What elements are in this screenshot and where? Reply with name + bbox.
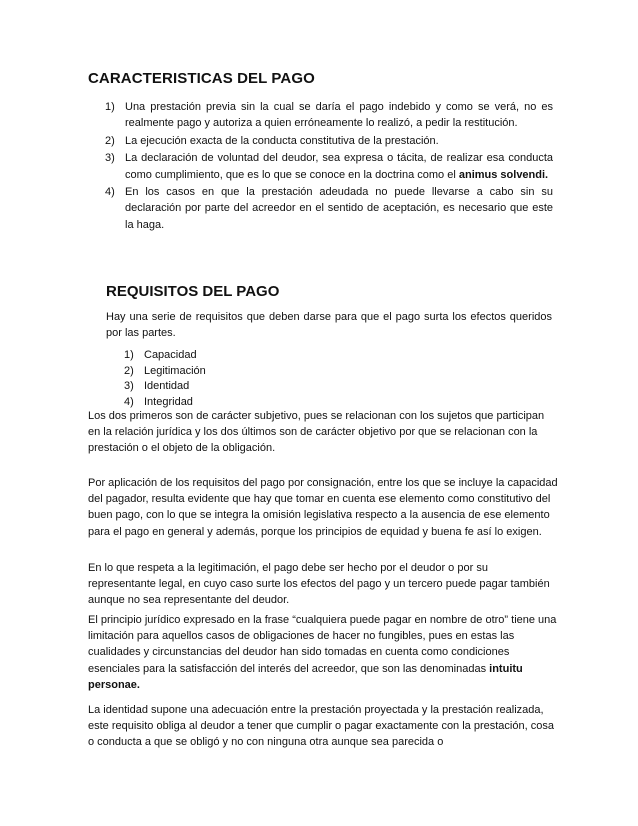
requisitos-list (106, 348, 206, 410)
section-heading-requisitos: REQUISITOS DEL PAGO (106, 283, 280, 300)
list-item (106, 364, 206, 380)
paragraph-bold-term: intuitu personae. (88, 662, 523, 691)
list-item-text: Una prestación previa sin la cual se daría el pago indebido y como se verá, no es realmente pago y autoriza a quien erróneamente lo realizó, a pedir la restitución. (125, 101, 553, 130)
list-item (88, 99, 553, 132)
requisitos-intro: Hay una serie de requisitos que deben darse para que el pago surta los efectos queridos por las partes. (106, 311, 552, 340)
list-item-number: 1) (124, 349, 134, 361)
list-item (106, 348, 206, 364)
list-item (88, 150, 553, 183)
list-item-number: 1) (105, 101, 115, 113)
list-item-number: 4) (105, 186, 115, 199)
list-item-number: 3) (124, 380, 134, 393)
list-item-number: 2) (124, 364, 134, 377)
list-item-text: En los casos en que la prestación adeudada no puede llevarse a cabo sin su declaración por parte del acreedor en el sentido de aceptación, es necesario que este la haga. (125, 186, 553, 231)
list-item (106, 379, 206, 395)
caracteristicas-list (88, 99, 553, 234)
paragraph-identidad: La identidad supone una adecuación entre la prestación proyectada y la prestación realizada, este requisito obliga al deudor a tener que cumplir o pagar exactamente con la prestación, cosa o conducta a que se obligó y no con ninguna otra aunque sea parecida o (88, 704, 554, 749)
paragraph-subjetivo-objetivo: Los dos primeros son de carácter subjetivo, pues se relacionan con los sujetos que participan en la relación jurídica y los dos últimos son de carácter objetivo por que se relacionan con la prestación o el objeto de la obligación. (88, 410, 545, 455)
list-item-text: Capacidad (144, 349, 197, 361)
list-item-number: 3) (105, 152, 115, 165)
list-item-text: La ejecución exacta de la conducta constitutiva de la prestación. (125, 134, 439, 147)
paragraph-principio-juridico (88, 612, 558, 693)
paragraph-legitimacion: En lo que respeta a la legitimación, el pago debe ser hecho por el deudor o por su representante legal, en cuyo caso surte los efectos del pago y un tercero puede pagar también aunque no sea representante del deudor. (88, 562, 550, 607)
list-item-number: 4) (124, 395, 134, 408)
list-item (88, 184, 553, 233)
list-item-bold-term: animus solvendi. (458, 168, 549, 181)
list-item-text: La declaración de voluntad del deudor, sea expresa o tácita, de realizar esa conducta como cumplimiento, que es lo que se conoce en la doctrina como el (125, 152, 553, 181)
list-item (88, 133, 553, 149)
list-item-text: Identidad (144, 380, 190, 393)
paragraph-text: El principio jurídico expresado en la frase “cualquiera puede pagar en nombre de otro” tiene una limitación para aquellos casos de obligaciones de hacer no fungibles, pues en estas las cualidades y circunstancias del deudor han sido tomadas en cuenta como condiciones esenciales para la satisfacción del interés del acreedor, que son las denominadas (88, 614, 557, 675)
section-heading-caracteristicas: CARACTERISTICAS DEL PAGO (88, 70, 315, 87)
list-item-text: Integridad (144, 395, 193, 408)
list-item-text: Legitimación (144, 364, 206, 377)
list-item-number: 2) (105, 134, 115, 147)
paragraph-capacidad: Por aplicación de los requisitos del pago por consignación, entre los que se incluye la capacidad del pagador, resulta evidente que hay que tomar en cuenta ese elemento como constitutivo del buen pago, con lo que se integra la omisión legislativa respecto a la ausencia de ese elemento para el pago en general y además, porque los principios de equidad y buena fe así lo exigen. (88, 477, 558, 538)
